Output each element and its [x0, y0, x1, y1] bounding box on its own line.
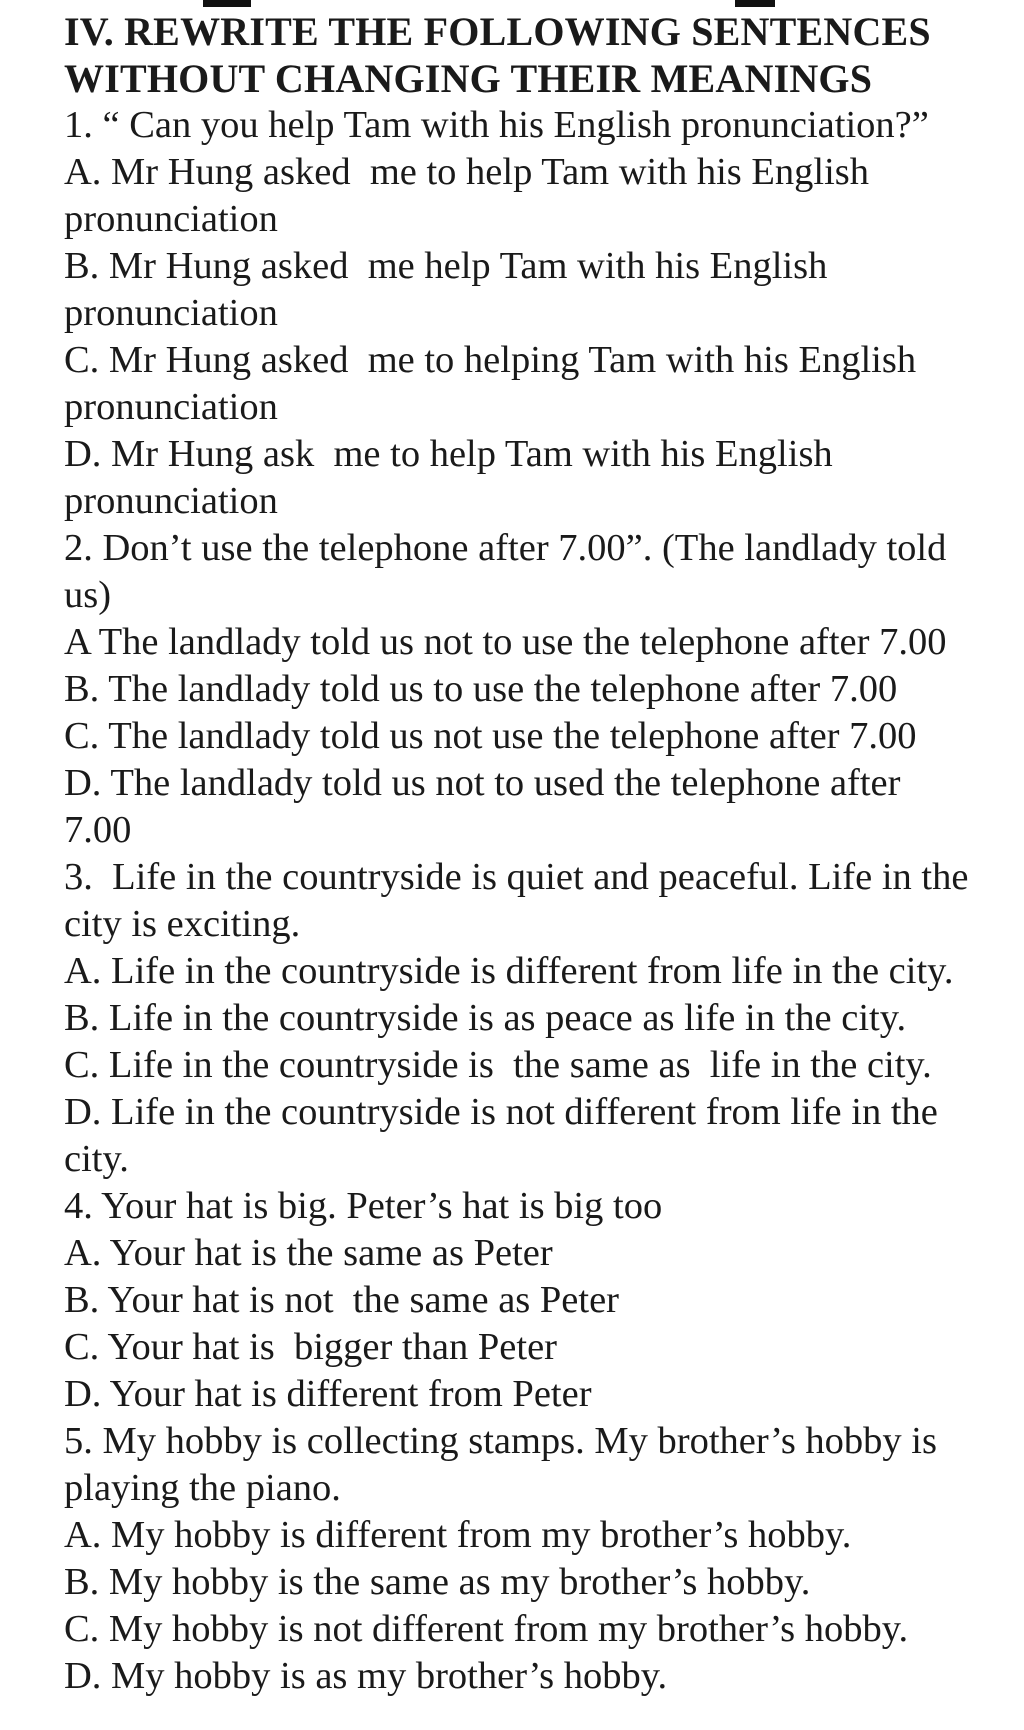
option-d [64, 1653, 1004, 1700]
worksheet-content [64, 8, 1004, 1700]
section-heading-line-2: WITHOUT CHANGING THEIR MEANINGS [64, 56, 873, 101]
question-3 [64, 854, 1004, 1183]
option-text-line: C. Life in the countryside is the same as life in the city. [64, 1044, 932, 1086]
question-stem-line: 5. My hobby is collecting stamps. My brother’s hobby is [64, 1420, 937, 1462]
section-heading-line-1: IV. REWRITE THE FOLLOWING SENTENCES [64, 9, 931, 54]
option-b [64, 1559, 1004, 1606]
option-c [64, 1606, 1004, 1653]
option-text-line: C. Your hat is bigger than Peter [64, 1326, 557, 1368]
option-text-line: B. The landlady told us to use the telephone after 7.00 [64, 668, 898, 710]
option-text-line: B. My hobby is the same as my brother’s hobby. [64, 1561, 811, 1603]
option-text-line: pronunciation [64, 480, 278, 522]
option-d [64, 1089, 1004, 1183]
option-a [64, 149, 1004, 243]
option-text-line: pronunciation [64, 198, 278, 240]
option-text-line: D. Your hat is different from Peter [64, 1373, 592, 1415]
option-text-line: C. Mr Hung asked me to helping Tam with his English [64, 339, 917, 381]
option-c [64, 1042, 1004, 1089]
option-text-line: D. My hobby is as my brother’s hobby. [64, 1655, 668, 1697]
option-d [64, 431, 1004, 525]
option-text-line: A. Your hat is the same as Peter [64, 1232, 553, 1274]
option-text-line: D. Life in the countryside is not different from life in the [64, 1091, 938, 1133]
option-text-line: C. The landlady told us not use the telephone after 7.00 [64, 715, 917, 757]
option-b [64, 1277, 1004, 1324]
top-edge-mark-right [735, 0, 775, 7]
option-text-line: city. [64, 1138, 129, 1180]
option-c [64, 337, 1004, 431]
question-5 [64, 1418, 1004, 1700]
option-d [64, 1371, 1004, 1418]
option-d [64, 760, 1004, 854]
option-b [64, 243, 1004, 337]
question-stem-line: city is exciting. [64, 903, 301, 945]
option-a [64, 1512, 1004, 1559]
option-b [64, 995, 1004, 1042]
question-stem-line: 3. Life in the countryside is quiet and peaceful. Life in the [64, 856, 969, 898]
option-text-line: A. Life in the countryside is different from life in the city. [64, 950, 954, 992]
option-c [64, 713, 1004, 760]
option-a [64, 619, 1004, 666]
option-text-line: D. The landlady told us not to used the telephone after [64, 762, 901, 804]
option-text-line: pronunciation [64, 386, 278, 428]
top-edge-mark-left [203, 0, 251, 7]
question-2 [64, 525, 1004, 854]
question-stem-line: 2. Don’t use the telephone after 7.00”. (The landlady told [64, 527, 947, 569]
option-text-line: D. Mr Hung ask me to help Tam with his English [64, 433, 833, 475]
option-b [64, 666, 1004, 713]
option-text-line: A. Mr Hung asked me to help Tam with his English [64, 151, 870, 193]
question-stem-line: us) [64, 574, 112, 616]
question-stem-line: 1. “ Can you help Tam with his English pronunciation?” [64, 104, 929, 146]
option-a [64, 1230, 1004, 1277]
option-text-line: 7.00 [64, 809, 132, 851]
question-1 [64, 102, 1004, 525]
option-text-line: A The landlady told us not to use the telephone after 7.00 [64, 621, 947, 663]
question-4 [64, 1183, 1004, 1418]
question-stem-line: 4. Your hat is big. Peter’s hat is big too [64, 1185, 663, 1227]
option-text-line: A. My hobby is different from my brother’s hobby. [64, 1514, 852, 1556]
option-c [64, 1324, 1004, 1371]
option-a [64, 948, 1004, 995]
question-stem-line: playing the piano. [64, 1467, 341, 1509]
option-text-line: B. Life in the countryside is as peace as life in the city. [64, 997, 907, 1039]
option-text-line: pronunciation [64, 292, 278, 334]
option-text-line: C. My hobby is not different from my brother’s hobby. [64, 1608, 909, 1650]
option-text-line: B. Mr Hung asked me help Tam with his English [64, 245, 828, 287]
option-text-line: B. Your hat is not the same as Peter [64, 1279, 619, 1321]
